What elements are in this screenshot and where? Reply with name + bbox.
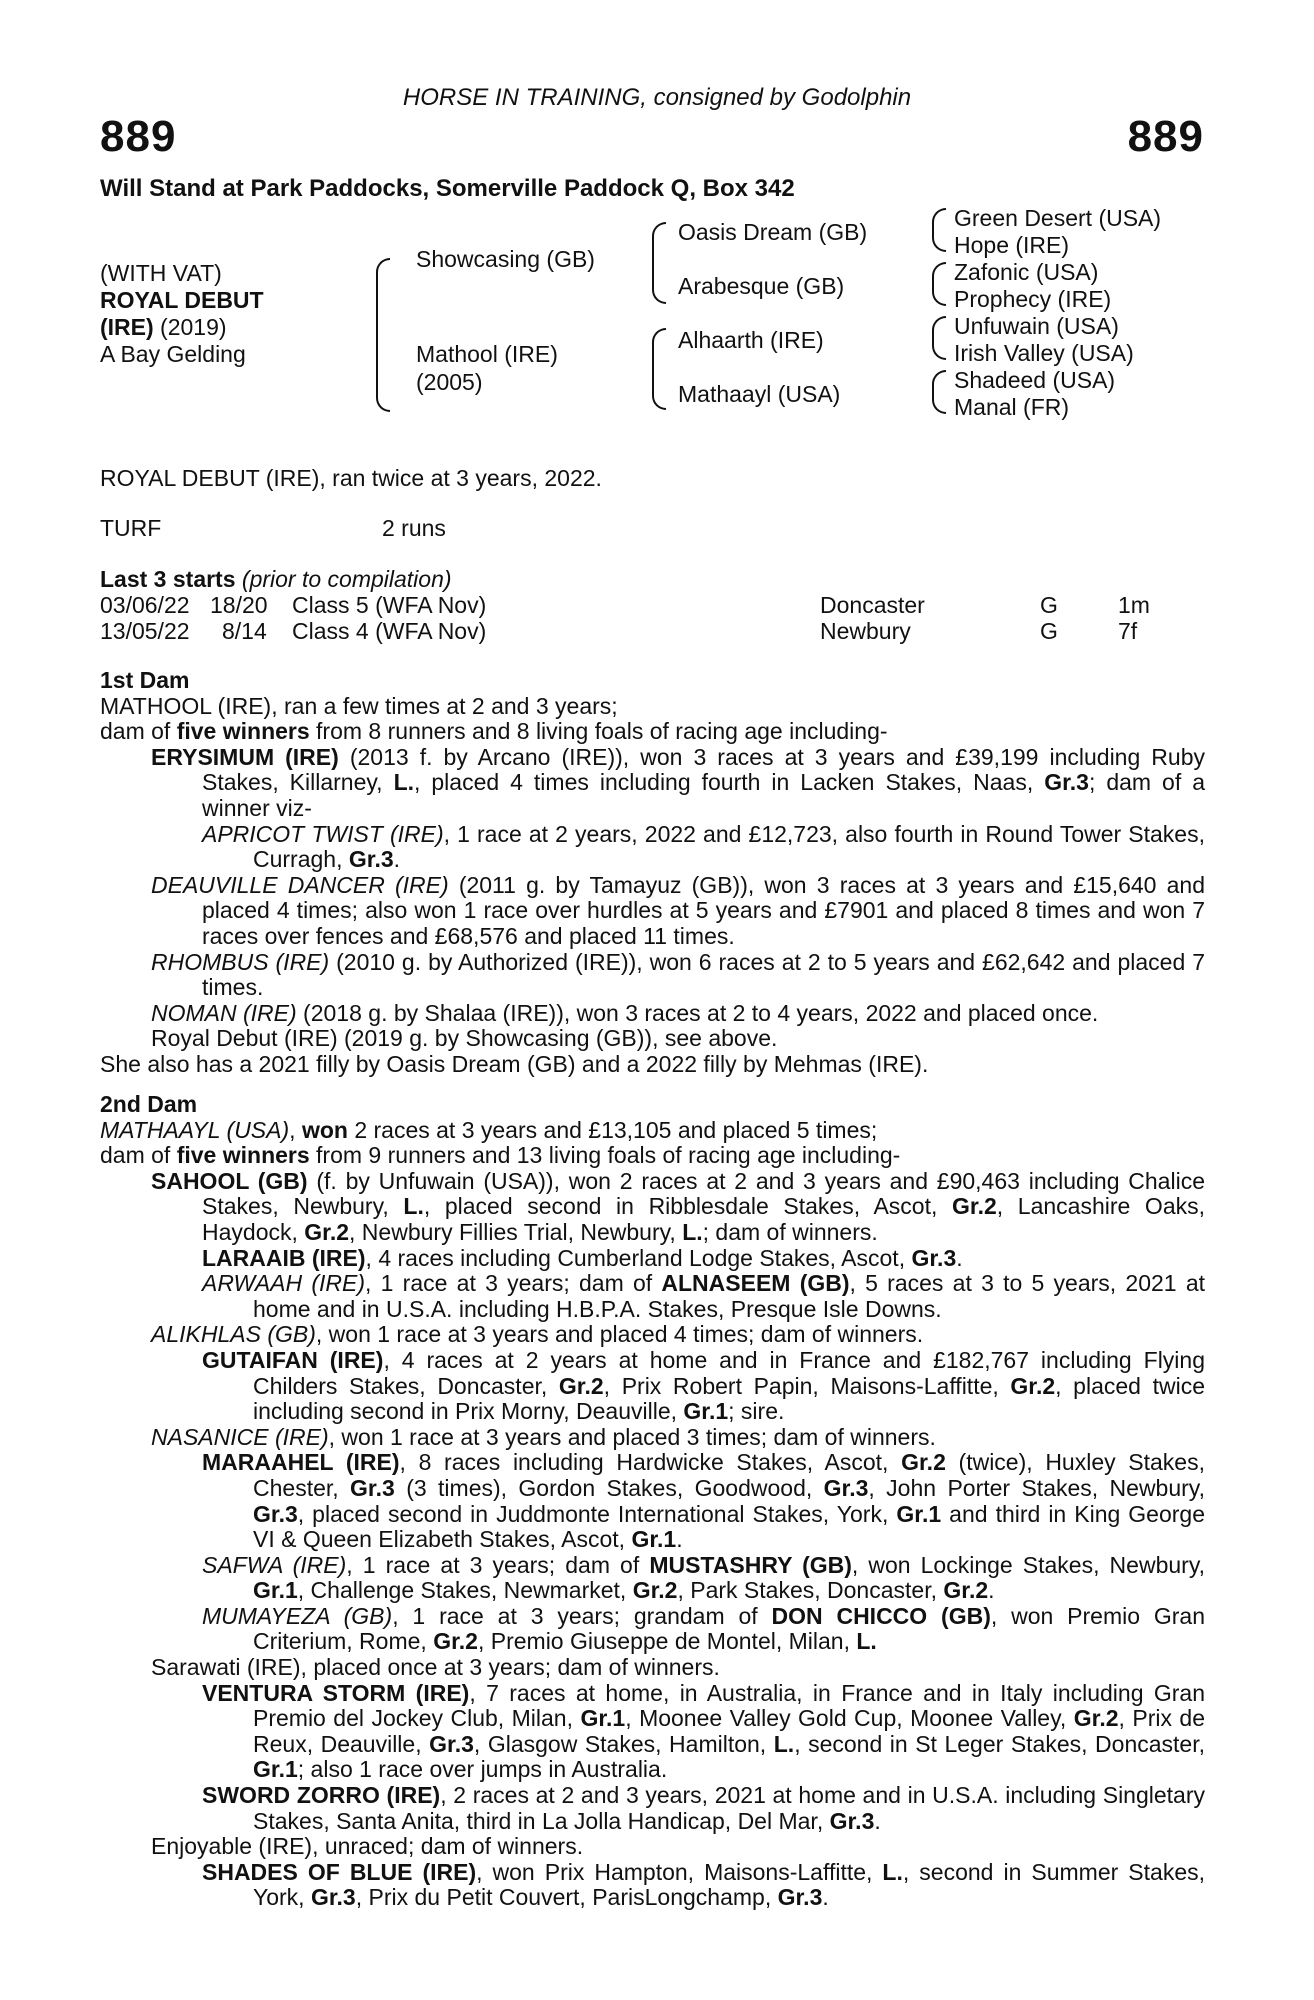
horse-description: A Bay Gelding — [100, 341, 246, 367]
ancestor-1: Green Desert (USA) — [954, 205, 1162, 231]
start-distance: 1m — [1118, 592, 1150, 618]
sire: Showcasing (GB) — [416, 246, 595, 272]
sire-sire: Oasis Dream (GB) — [678, 219, 868, 245]
vat-label: (WITH VAT) — [100, 260, 222, 286]
list-item: Royal Debut (IRE) (2019 g. by Showcasing (GB)), see above. — [151, 1025, 778, 1052]
list-item: GUTAIFAN (IRE), 4 races at 2 years at home and in France and £182,767 including Flying Childers Stakes, Doncaster, Gr.2, Prix Robert Papin, Maisons-Laffitte, Gr.2, placed twice including second in Prix Morny, Deauville, Gr.1; sire. — [202, 1346, 1205, 1425]
list-item: APRICOT TWIST (IRE), 1 race at 2 years, 2022 and £12,723, also fourth in Round Tower Stakes, Curragh, Gr.3. — [202, 820, 1205, 873]
brace-g78 — [932, 370, 946, 414]
start-going: G — [1040, 592, 1058, 618]
sire-dam: Arabesque (GB) — [678, 273, 845, 299]
list-item: NOMAN (IRE) (2018 g. by Shalaa (IRE)), won 3 races at 2 to 4 years, 2022 and placed once. — [151, 999, 1099, 1026]
dam-dam: Mathaayl (USA) — [678, 381, 841, 407]
brace-sire — [652, 222, 666, 304]
turf-label: TURF — [100, 515, 162, 541]
race-summary: ROYAL DEBUT (IRE), ran twice at 3 years, 2022. — [100, 465, 602, 491]
second-dam-section — [100, 1092, 1205, 1911]
ancestor-6: Irish Valley (USA) — [954, 340, 1134, 366]
lot-number-right: 889 — [1127, 112, 1204, 161]
dam: Mathool (IRE) — [416, 341, 558, 367]
horse-name: ROYAL DEBUT — [100, 287, 264, 313]
pedigree-table — [0, 0, 1314, 440]
list-item: Sarawati (IRE), placed once at 3 years; dam of winners. — [151, 1654, 720, 1681]
list-item: SHADES OF BLUE (IRE), won Prix Hampton, Maisons-Laffitte, L., second in Summer Stakes, York, Gr.3, Prix du Petit Couvert, ParisLongchamp, Gr.3. — [202, 1858, 1205, 1911]
stand-location: Will Stand at Park Paddocks, Somerville Paddock Q, Box 342 — [100, 175, 795, 202]
ancestor-3: Zafonic (USA) — [954, 259, 1099, 285]
start-position: 8/14 — [222, 618, 267, 644]
first-dam-line: MATHOOL (IRE), ran a few times at 2 and 3 years; — [100, 692, 618, 719]
start-going: G — [1040, 618, 1058, 644]
last-starts-heading: Last 3 starts (prior to compilation) — [100, 566, 452, 592]
dam-year: (2005) — [416, 369, 483, 395]
list-item: VENTURA STORM (IRE), 7 races at home, in Australia, in France and in Italy including Gran Premio del Jockey Club, Milan, Gr.1, Moonee Valley Gold Cup, Moonee Valley, Gr.2, Prix de Reux, Deauville, Gr.3, Glasgow Stakes, Hamilton, L., second in St Leger Stakes, Doncaster, Gr.1; also 1 race over jumps in Australia. — [202, 1679, 1206, 1783]
list-item: MUMAYEZA (GB), 1 race at 3 years; grandam of DON CHICCO (GB), won Premio Gran Criterium, Rome, Gr.2, Premio Giuseppe de Montel, Milan, L. — [202, 1602, 1205, 1655]
start-distance: 7f — [1118, 618, 1138, 644]
brace-dam — [652, 328, 666, 410]
ancestor-4: Prophecy (IRE) — [954, 286, 1112, 312]
first-dam-section — [100, 668, 1205, 1078]
dam-sire: Alhaarth (IRE) — [678, 327, 824, 353]
second-dam-produce: dam of five winners from 9 runners and 13 living foals of racing age including- — [100, 1142, 901, 1169]
start-class: Class 4 (WFA Nov) — [292, 618, 487, 644]
start-position: 18/20 — [210, 592, 268, 618]
brace-g34 — [932, 262, 946, 306]
start-course: Newbury — [820, 618, 911, 644]
first-dam-produce: dam of five winners from 8 runners and 8 living foals of racing age including- — [100, 718, 888, 745]
second-dam-heading: 2nd Dam — [100, 1091, 198, 1117]
list-item: NASANICE (IRE), won 1 race at 3 years and placed 3 times; dam of winners. — [151, 1423, 936, 1450]
brace-g12 — [932, 208, 946, 252]
second-dam-line: MATHAAYL (USA), won 2 races at 3 years and £13,105 and placed 5 times; — [100, 1116, 878, 1143]
brace-g56 — [932, 316, 946, 360]
list-item: SWORD ZORRO (IRE), 2 races at 2 and 3 years, 2021 at home and in U.S.A. including Singletary Stakes, Santa Anita, third in La Jolla Handicap, Del Mar, Gr.3. — [202, 1782, 1205, 1834]
list-item: Enjoyable (IRE), unraced; dam of winners. — [151, 1833, 584, 1860]
lot-number-left: 889 — [100, 112, 177, 161]
list-item: ARWAAH (IRE), 1 race at 3 years; dam of ALNASEEM (GB), 5 races at 3 to 5 years, 2021 at home and in U.S.A. including H.B.P.A. Stakes, Presque Isle Downs. — [202, 1270, 1206, 1322]
list-item: SAHOOL (GB) (f. by Unfuwain (USA)), won 2 races at 2 and 3 years and £90,463 including Chalice Stakes, Newbury, L., placed second in Ribblesdale Stakes, Ascot, Gr.2, Lancashire Oaks, Haydock, Gr.2, Newbury Fillies Trial, Newbury, L.; dam of winners. — [151, 1167, 1205, 1245]
start-class: Class 5 (WFA Nov) — [292, 592, 487, 618]
horse-name-line2: (IRE) (2019) — [100, 314, 227, 340]
list-item: LARAAIB (IRE), 4 races including Cumberland Lodge Stakes, Ascot, Gr.3. — [202, 1244, 963, 1271]
list-item: ALIKHLAS (GB), won 1 race at 3 years and placed 4 times; dam of winners. — [151, 1321, 924, 1348]
list-item: DEAUVILLE DANCER (IRE) (2011 g. by Tamayuz (GB)), won 3 races at 3 years and £15,640 and placed 4 times; also won 1 race over hurdles at 5 years and £7901 and placed 8 times and won 7 races over fences and £68,576 and placed 11 times. — [151, 871, 1205, 949]
start-date: 03/06/22 — [100, 592, 190, 618]
ancestor-2: Hope (IRE) — [954, 232, 1070, 258]
ancestor-8: Manal (FR) — [954, 394, 1070, 420]
first-dam-note: She also has a 2021 filly by Oasis Dream (GB) and a 2022 filly by Mehmas (IRE). — [100, 1050, 929, 1077]
list-item: MARAAHEL (IRE), 8 races including Hardwicke Stakes, Ascot, Gr.2 (twice), Huxley Stakes, Chester, Gr.3 (3 times), Gordon Stakes, Goodwood, Gr.3, John Porter Stakes, Newbury, Gr.3, placed second in Juddmonte International Stakes, York, Gr.1 and third in King George VI & Queen Elizabeth Stakes, Ascot, Gr.1. — [202, 1449, 1206, 1553]
catalogue-subtitle: HORSE IN TRAINING, consigned by Godolphin — [402, 84, 912, 111]
list-item: ERYSIMUM (IRE) (2013 f. by Arcano (IRE)), won 3 races at 3 years and £39,199 including Ruby Stakes, Killarney, L., placed 4 times including fourth in Lacken Stakes, Naas, Gr.3; dam of a winner viz- — [151, 743, 1206, 821]
first-dam-heading: 1st Dam — [100, 667, 190, 693]
list-item: RHOMBUS (IRE) (2010 g. by Authorized (IRE)), won 6 races at 2 to 5 years and £62,642 and placed 7 times. — [151, 948, 1205, 1001]
turf-runs: 2 runs — [382, 515, 446, 541]
ancestor-7: Shadeed (USA) — [954, 367, 1116, 393]
start-date: 13/05/22 — [100, 618, 190, 644]
ancestor-5: Unfuwain (USA) — [954, 313, 1119, 339]
brace-gen1 — [376, 258, 390, 412]
start-course: Doncaster — [820, 592, 925, 618]
list-item: SAFWA (IRE), 1 race at 3 years; dam of MUSTASHRY (GB), won Lockinge Stakes, Newbury, Gr.1, Challenge Stakes, Newmarket, Gr.2, Park Stakes, Doncaster, Gr.2. — [202, 1551, 1205, 1604]
